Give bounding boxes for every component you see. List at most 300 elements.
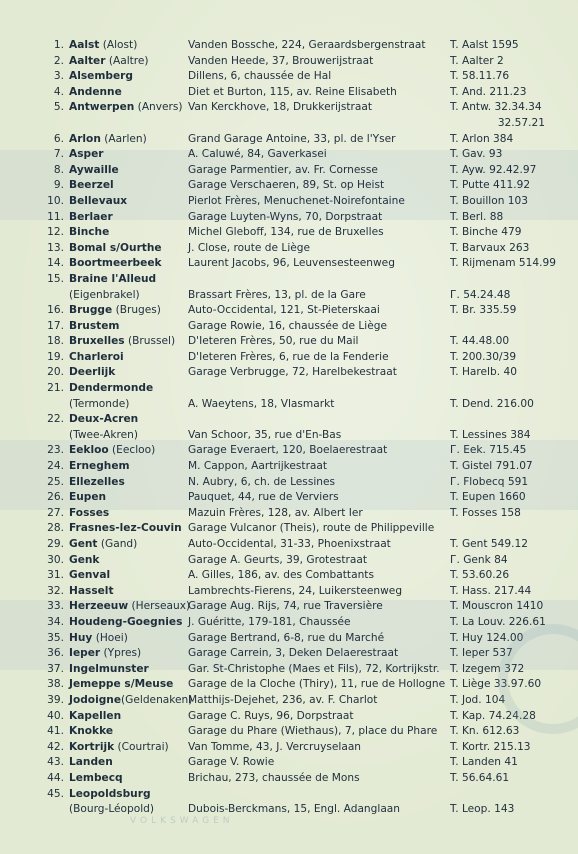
dealer-address: Garage Verschaeren, 89, St. op Heist: [188, 179, 385, 192]
dealer-number: 5.: [53, 101, 64, 114]
dealer-address: Grand Garage Antoine, 33, pl. de l'Yser: [188, 132, 396, 145]
dealer-address: Laurent Jacobs, 96, Leuvensesteenweg: [188, 257, 395, 270]
dealer-row: [0, 677, 578, 693]
dealer-phone: [450, 225, 522, 241]
dealer-place: [69, 194, 127, 210]
dealer-address: Diet et Burton, 115, av. Reine Elisabeth: [188, 85, 397, 98]
place-name: Deux-Acren: [69, 413, 139, 426]
dealer-phone: [450, 288, 510, 304]
dealer-place: [69, 241, 162, 257]
dealer-phone: [450, 100, 545, 131]
phone-number: Г. Flobecq 591: [450, 475, 529, 488]
dealer-place: [69, 646, 141, 662]
dealer-row: [0, 272, 578, 303]
phone-number: T. Aalter 2: [450, 54, 504, 67]
phone-number: T. Bouillon 103: [450, 194, 529, 207]
dealer-row: [0, 709, 578, 725]
dealer-phone: [450, 132, 513, 148]
dealer-address: Garage V. Rowie: [188, 756, 275, 769]
place-name: Aalst: [69, 39, 100, 51]
place-alt-name: (Courtrai): [114, 740, 169, 753]
dealer-address: Van Tomme, 43, J. Vercruyselaan: [188, 740, 362, 753]
dealer-place: [69, 631, 128, 647]
dealer-address: D'Ieteren Frères, 50, rue du Mail: [188, 335, 359, 348]
place-name: Ieper: [69, 647, 101, 660]
dealer-row: [0, 210, 578, 226]
place-name: Bomal s/Ourthe: [69, 241, 162, 254]
dealer-row: [0, 85, 578, 101]
place-name: Aywaille: [69, 163, 119, 176]
place-name: Herzeeuw: [69, 600, 129, 613]
dealer-phone: [450, 740, 531, 756]
dealer-number: 33.: [47, 600, 64, 613]
dealer-row: [0, 584, 578, 600]
place-name: Ingelmunster: [69, 662, 149, 675]
dealer-number: 29.: [47, 538, 64, 550]
place-alt-name: (Alost): [99, 39, 138, 51]
dealer-number: 21.: [47, 382, 64, 395]
dealer-address: Garage de la Cloche (Thiry), 11, rue de Hollogne: [188, 678, 446, 691]
dealer-place: [69, 319, 119, 335]
phone-number: T. 58.11.76: [450, 70, 510, 83]
place-alt-name: (Gand): [97, 538, 138, 550]
phone-number: T. Harelb. 40: [450, 366, 517, 379]
dealer-number: 39.: [47, 693, 64, 706]
place-name: Brugge: [69, 304, 113, 317]
place-name: Dendermonde: [69, 382, 154, 395]
dealer-row: [0, 599, 578, 615]
dealer-place: [69, 54, 149, 70]
dealer-phone: [450, 38, 519, 54]
dealer-number: 7.: [53, 148, 64, 161]
dealer-number: 40.: [47, 709, 64, 722]
dealer-row: [0, 194, 578, 210]
dealer-list: [0, 38, 578, 818]
dealer-number: 9.: [53, 179, 64, 192]
dealer-number: 17.: [47, 319, 64, 332]
dealer-number: 20.: [47, 366, 64, 379]
dealer-row: [0, 506, 578, 522]
place-name: Genval: [69, 569, 111, 582]
dealer-row: [0, 646, 578, 662]
dealer-place: [69, 178, 114, 194]
dealer-address: M. Cappon, Aartrijkestraat: [188, 460, 328, 473]
phone-number: T. 44.48.00: [450, 335, 510, 348]
dealer-number: 8.: [53, 163, 64, 176]
dealer-place: [69, 256, 162, 272]
phone-number: T. 56.64.61: [450, 771, 510, 784]
place-alt-name: (Aaltre): [105, 54, 149, 67]
dealer-number: 3.: [53, 70, 64, 83]
place-name: Knokke: [69, 725, 114, 738]
dealer-row: [0, 225, 578, 241]
dealer-row: [0, 381, 578, 412]
dealer-phone: [450, 350, 516, 366]
dealer-place: [69, 677, 173, 693]
dealer-address: A. Gilles, 186, av. des Combattants: [188, 569, 374, 582]
dealer-number: 22.: [47, 413, 64, 426]
dealer-number: 38.: [47, 678, 64, 691]
place-name: Brustem: [69, 319, 120, 332]
phone-number: T. Gav. 93: [450, 148, 503, 161]
dealer-phone: [450, 490, 526, 506]
place-name: Erneghem: [69, 460, 130, 473]
dealer-place: [69, 506, 109, 522]
dealer-place: [69, 537, 137, 553]
dealer-place: [69, 85, 122, 101]
phone-number: T. Leop. 143: [450, 803, 515, 816]
phone-number: T. Putte 411.92: [450, 179, 531, 192]
dealer-phone: [450, 194, 528, 210]
dealer-place: [69, 615, 182, 631]
place-name: Alsemberg: [69, 70, 133, 83]
dealer-address: Garage Carrein, 3, Deken Delaerestraat: [188, 647, 399, 660]
dealer-row: [0, 740, 578, 756]
dealer-address: A. Waeytens, 18, Vlasmarkt: [188, 397, 335, 410]
dealer-address: Brassart Frères, 13, pl. de la Gare: [188, 288, 366, 301]
phone-number: T. 53.60.26: [450, 569, 510, 582]
dealer-number: 32.: [47, 584, 64, 597]
phone-number: T. Kap. 74.24.28: [450, 709, 536, 722]
dealer-row: [0, 350, 578, 366]
phone-number: T. Arlon 384: [450, 132, 514, 145]
dealer-address: J. Guéritte, 179-181, Chaussée: [188, 615, 351, 628]
place-name: Genk: [69, 553, 100, 566]
phone-number: T. Ayw. 92.42.97: [450, 163, 537, 176]
dealer-address: Garage Rowie, 16, chaussée de Liège: [188, 319, 387, 332]
dealer-number: 42.: [47, 740, 64, 753]
dealer-number: 43.: [47, 756, 64, 769]
dealer-place: [69, 163, 119, 179]
dealer-place: [69, 599, 190, 615]
dealer-place: [69, 662, 149, 678]
place-name: Beerzel: [69, 179, 114, 192]
place-name: Arlon: [69, 132, 101, 145]
dealer-number: 35.: [47, 631, 64, 644]
phone-number: T. Kortr. 215.13: [450, 740, 531, 753]
dealer-number: 12.: [47, 226, 64, 239]
place-alt-name: (Anvers): [134, 101, 183, 114]
phone-number: T. Liège 33.97.60: [450, 678, 542, 691]
dealer-place: [69, 724, 113, 740]
place-alt-name: (Herseaux): [128, 600, 191, 613]
dealer-phone: [450, 241, 529, 257]
phone-number: T. Aalst 1595: [450, 39, 519, 51]
dealer-address: Matthijs-Dejehet, 236, av. F. Charlot: [188, 693, 378, 706]
place-name: Lembecq: [69, 771, 123, 784]
dealer-row: [0, 693, 578, 709]
phone-number: T. Berl. 88: [450, 210, 504, 223]
dealer-place: [69, 225, 109, 241]
dealer-number: 16.: [47, 304, 64, 317]
dealer-number: 18.: [47, 335, 64, 348]
phone-number: T. Rijmenam 514.99: [450, 257, 556, 270]
dealer-row: [0, 365, 578, 381]
place-alt-name: (Ypres): [100, 647, 142, 660]
place-name: Gent: [69, 538, 98, 550]
dealer-address: Garage Luyten-Wyns, 70, Dorpstraat: [188, 210, 383, 223]
dealer-row: [0, 38, 578, 54]
dealer-phone: [450, 54, 504, 70]
dealer-number: 1.: [53, 39, 64, 51]
phone-number: T. Mouscron 1410: [450, 600, 544, 613]
dealer-number: 24.: [47, 460, 64, 473]
dealer-phone: [450, 210, 503, 226]
dealer-address: Garage C. Ruys, 96, Dorpstraat: [188, 709, 354, 722]
dealer-address: Gar. St-Christophe (Maes et Fils), 72, Kortrijkstr.: [188, 662, 440, 675]
place-alt-name: (Twee-Akren): [69, 428, 139, 441]
dealer-place: [69, 147, 104, 163]
place-name: Deerlijk: [69, 366, 116, 379]
place-alt-name: (Hoei): [92, 631, 128, 644]
place-alt-name: (Termonde): [69, 397, 130, 410]
dealer-address: Garage Everaert, 120, Boelaerestraat: [188, 444, 388, 457]
place-alt-name: (Eigenbrakel): [69, 288, 140, 301]
dealer-address: Mazuin Frères, 128, av. Albert Ier: [188, 506, 363, 519]
dealer-number: 14.: [47, 257, 64, 270]
dealer-address: J. Close, route de Liège: [188, 241, 311, 254]
dealer-number: 31.: [47, 569, 64, 582]
dealer-row: [0, 334, 578, 350]
phone-number: T. Huy 124.00: [450, 631, 524, 644]
dealer-row: [0, 163, 578, 179]
dealer-number: 6.: [53, 132, 64, 145]
dealer-address: Lambrechts-Fierens, 24, Luikersteenweg: [188, 584, 403, 597]
dealer-number: 11.: [47, 210, 64, 223]
dealer-row: [0, 615, 578, 631]
dealer-address: Auto-Occidental, 121, St-Pieterskaai: [188, 304, 380, 317]
phone-number: Г. 54.24.48: [450, 288, 511, 301]
dealer-phone: [450, 256, 556, 272]
phone-number: T. Br. 335.59: [450, 304, 517, 317]
dealer-phone: [450, 178, 530, 194]
phone-number: T. Eupen 1660: [450, 491, 526, 504]
phone-number: T. Lessines 384: [450, 428, 531, 441]
dealer-row: [0, 459, 578, 475]
dealer-row: [0, 521, 578, 537]
dealer-number: 34.: [47, 615, 64, 628]
dealer-row: [0, 412, 578, 443]
dealer-address: Garage Aug. Rijs, 74, rue Traversière: [188, 600, 383, 613]
dealer-place: [69, 412, 138, 443]
phone-number: T. Kn. 612.63: [450, 725, 520, 738]
dealer-phone: [450, 85, 526, 101]
place-name: Leopoldsburg: [69, 787, 151, 800]
dealer-place: [69, 521, 182, 537]
dealer-row: [0, 553, 578, 569]
dealer-place: [69, 69, 133, 85]
dealer-address: N. Aubry, 6, ch. de Lessines: [188, 475, 336, 488]
place-name: Bellevaux: [69, 194, 128, 207]
dealer-number: 37.: [47, 662, 64, 675]
dealer-address: Van Schoor, 35, rue d'En-Bas: [188, 428, 342, 441]
phone-number: T. Fosses 158: [450, 506, 521, 519]
dealer-row: [0, 100, 578, 131]
dealer-address: Dubois-Berckmans, 15, Engl. Adanglaan: [188, 803, 401, 816]
place-alt-name: (Bourg-Léopold): [69, 803, 155, 816]
place-name: Boortmeerbeek: [69, 257, 162, 270]
dealer-phone: [450, 459, 533, 475]
place-alt-name: (Aarlen): [100, 132, 147, 145]
phone-number: T. Gent 549.12: [450, 538, 528, 550]
dealer-address: Garage A. Geurts, 39, Grotestraat: [188, 553, 368, 566]
dealer-phone: [450, 428, 531, 444]
phone-number: T. And. 211.23: [450, 85, 527, 98]
dealer-address: Van Kerckhove, 18, Drukkerijstraat: [188, 101, 372, 114]
dealer-phone: [450, 365, 517, 381]
dealer-row: [0, 475, 578, 491]
dealer-address: A. Caluwé, 84, Gaverkasei: [188, 148, 327, 161]
place-name: Antwerpen: [69, 101, 135, 114]
place-name: Andenne: [69, 85, 122, 98]
place-name: Hasselt: [69, 584, 114, 597]
dealer-number: 45.: [47, 787, 64, 800]
dealer-place: [69, 210, 113, 226]
place-name: Huy: [69, 631, 93, 644]
place-name: Ellezelles: [69, 475, 125, 488]
dealer-address: Pierlot Frères, Menuchenet-Noirefontaine: [188, 194, 405, 207]
dealer-phone: [450, 537, 528, 553]
dealer-place: [69, 443, 155, 459]
dealer-row: [0, 241, 578, 257]
place-name: Kapellen: [69, 709, 122, 722]
place-alt-name: (Eecloo): [108, 444, 156, 457]
dealer-address: Vanden Bossche, 224, Geraardsbergenstraat: [188, 39, 426, 51]
dealer-place: [69, 350, 124, 366]
dealer-phone: [450, 303, 516, 319]
place-alt-name: (Geldenaken): [121, 693, 193, 706]
phone-number: T. Antw. 32.34.34: [450, 101, 542, 114]
dealer-row: [0, 319, 578, 335]
dealer-place: [69, 38, 137, 54]
dealer-address: Auto-Occidental, 31-33, Phoenixstraat: [188, 538, 391, 550]
phone-number: T. Binche 479: [450, 226, 522, 239]
phone-number: T. Dend. 216.00: [450, 397, 534, 410]
dealer-number: 36.: [47, 647, 64, 660]
dealer-address: Brichau, 273, chaussée de Mons: [188, 771, 360, 784]
dealer-row: [0, 147, 578, 163]
dealer-row: [0, 303, 578, 319]
dealer-number: 27.: [47, 506, 64, 519]
dealer-row: [0, 490, 578, 506]
dealer-number: 13.: [47, 241, 64, 254]
dealer-phone: [450, 693, 505, 709]
dealer-place: [69, 381, 153, 412]
dealer-number: 30.: [47, 553, 64, 566]
dealer-number: 23.: [47, 444, 64, 457]
dealer-phone: [450, 475, 528, 491]
phone-number: T. Barvaux 263: [450, 241, 530, 254]
dealer-phone: [450, 163, 536, 179]
phone-number: T. Gistel 791.07: [450, 460, 533, 473]
dealer-row: [0, 69, 578, 85]
dealer-place: [69, 334, 175, 350]
dealer-place: [69, 693, 192, 709]
watermark: [0, 764, 578, 854]
dealer-address: Vanden Heede, 37, Brouwerijstraat: [188, 54, 374, 67]
phone-number: T. 200.30/39: [450, 350, 517, 363]
dealer-place: [69, 475, 125, 491]
place-name: Eupen: [69, 491, 107, 504]
dealer-address: D'Ieteren Frères, 6, rue de la Fenderie: [188, 350, 389, 363]
dealer-address: Michel Gleboff, 134, rue de Bruxelles: [188, 226, 384, 239]
dealer-address: Dillens, 6, chaussée de Hal: [188, 70, 332, 83]
dealer-number: 28.: [47, 522, 64, 535]
dealer-number: 44.: [47, 771, 64, 784]
phone-number: Г. Genk 84: [450, 553, 508, 566]
dealer-place: [69, 553, 99, 569]
dealer-phone: [450, 443, 526, 459]
dealer-place: [69, 132, 147, 148]
phone-number: T. Ieper 537: [450, 647, 513, 660]
dealer-address: Garage Bertrand, 6-8, rue du Marché: [188, 631, 385, 644]
dealer-phone: [450, 724, 519, 740]
phone-number: T. Hass. 217.44: [450, 584, 532, 597]
dealer-place: [69, 272, 156, 303]
dealer-address: Pauquet, 44, rue de Verviers: [188, 491, 339, 504]
dealer-place: [69, 709, 121, 725]
dealer-number: 2.: [53, 54, 64, 67]
place-name: Eekloo: [69, 444, 109, 457]
dealer-phone: [450, 568, 509, 584]
dealer-row: [0, 568, 578, 584]
dealer-number: 41.: [47, 725, 64, 738]
dealer-place: [69, 365, 115, 381]
dealer-row: [0, 631, 578, 647]
dealer-row: [0, 724, 578, 740]
dealer-place: [69, 100, 183, 116]
dealer-address: Garage du Phare (Wiethaus), 7, place du Phare: [188, 725, 438, 738]
place-name: Braine l'Alleud: [69, 272, 157, 285]
dealer-row: [0, 537, 578, 553]
dealer-phone: [450, 599, 543, 615]
phone-number: T. Jod. 104: [450, 693, 506, 706]
place-name: Binche: [69, 226, 110, 239]
place-name: Aalter: [69, 54, 106, 67]
place-name: Frasnes-lez-Couvin: [69, 522, 182, 535]
phone-number: T. Landen 41: [450, 756, 518, 769]
dealer-number: 19.: [47, 350, 64, 363]
place-name: Bruxelles: [69, 335, 125, 348]
dealer-number: 25.: [47, 475, 64, 488]
dealer-place: [69, 490, 106, 506]
place-alt-name: (Bruges): [112, 304, 161, 317]
dealer-phone: [450, 334, 509, 350]
place-name: Charleroi: [69, 350, 124, 363]
phone-number: Г. Eek. 715.45: [450, 444, 527, 457]
dealer-row: [0, 178, 578, 194]
dealer-row: [0, 256, 578, 272]
place-name: Kortrijk: [69, 740, 115, 753]
place-name: Houdeng-Goegnies: [69, 615, 183, 628]
dealer-row: [0, 662, 578, 678]
place-name: Asper: [69, 148, 104, 161]
place-name: Jemeppe s/Meuse: [69, 678, 174, 691]
dealer-phone: [450, 553, 508, 569]
dealer-place: [69, 459, 130, 475]
phone-number: T. Izegem 372: [450, 662, 525, 675]
dealer-phone: [450, 147, 502, 163]
dealer-place: [69, 584, 114, 600]
phone-number: T. La Louv. 226.61: [450, 615, 546, 628]
dealer-row: [0, 54, 578, 70]
dealer-address: Garage Verbrugge, 72, Harelbekestraat: [188, 366, 397, 379]
dealer-number: 15.: [47, 272, 64, 285]
dealer-phone: [450, 69, 509, 85]
dealer-row: [0, 132, 578, 148]
place-name: Jodoigne: [69, 693, 122, 706]
dealer-phone: [450, 584, 531, 600]
